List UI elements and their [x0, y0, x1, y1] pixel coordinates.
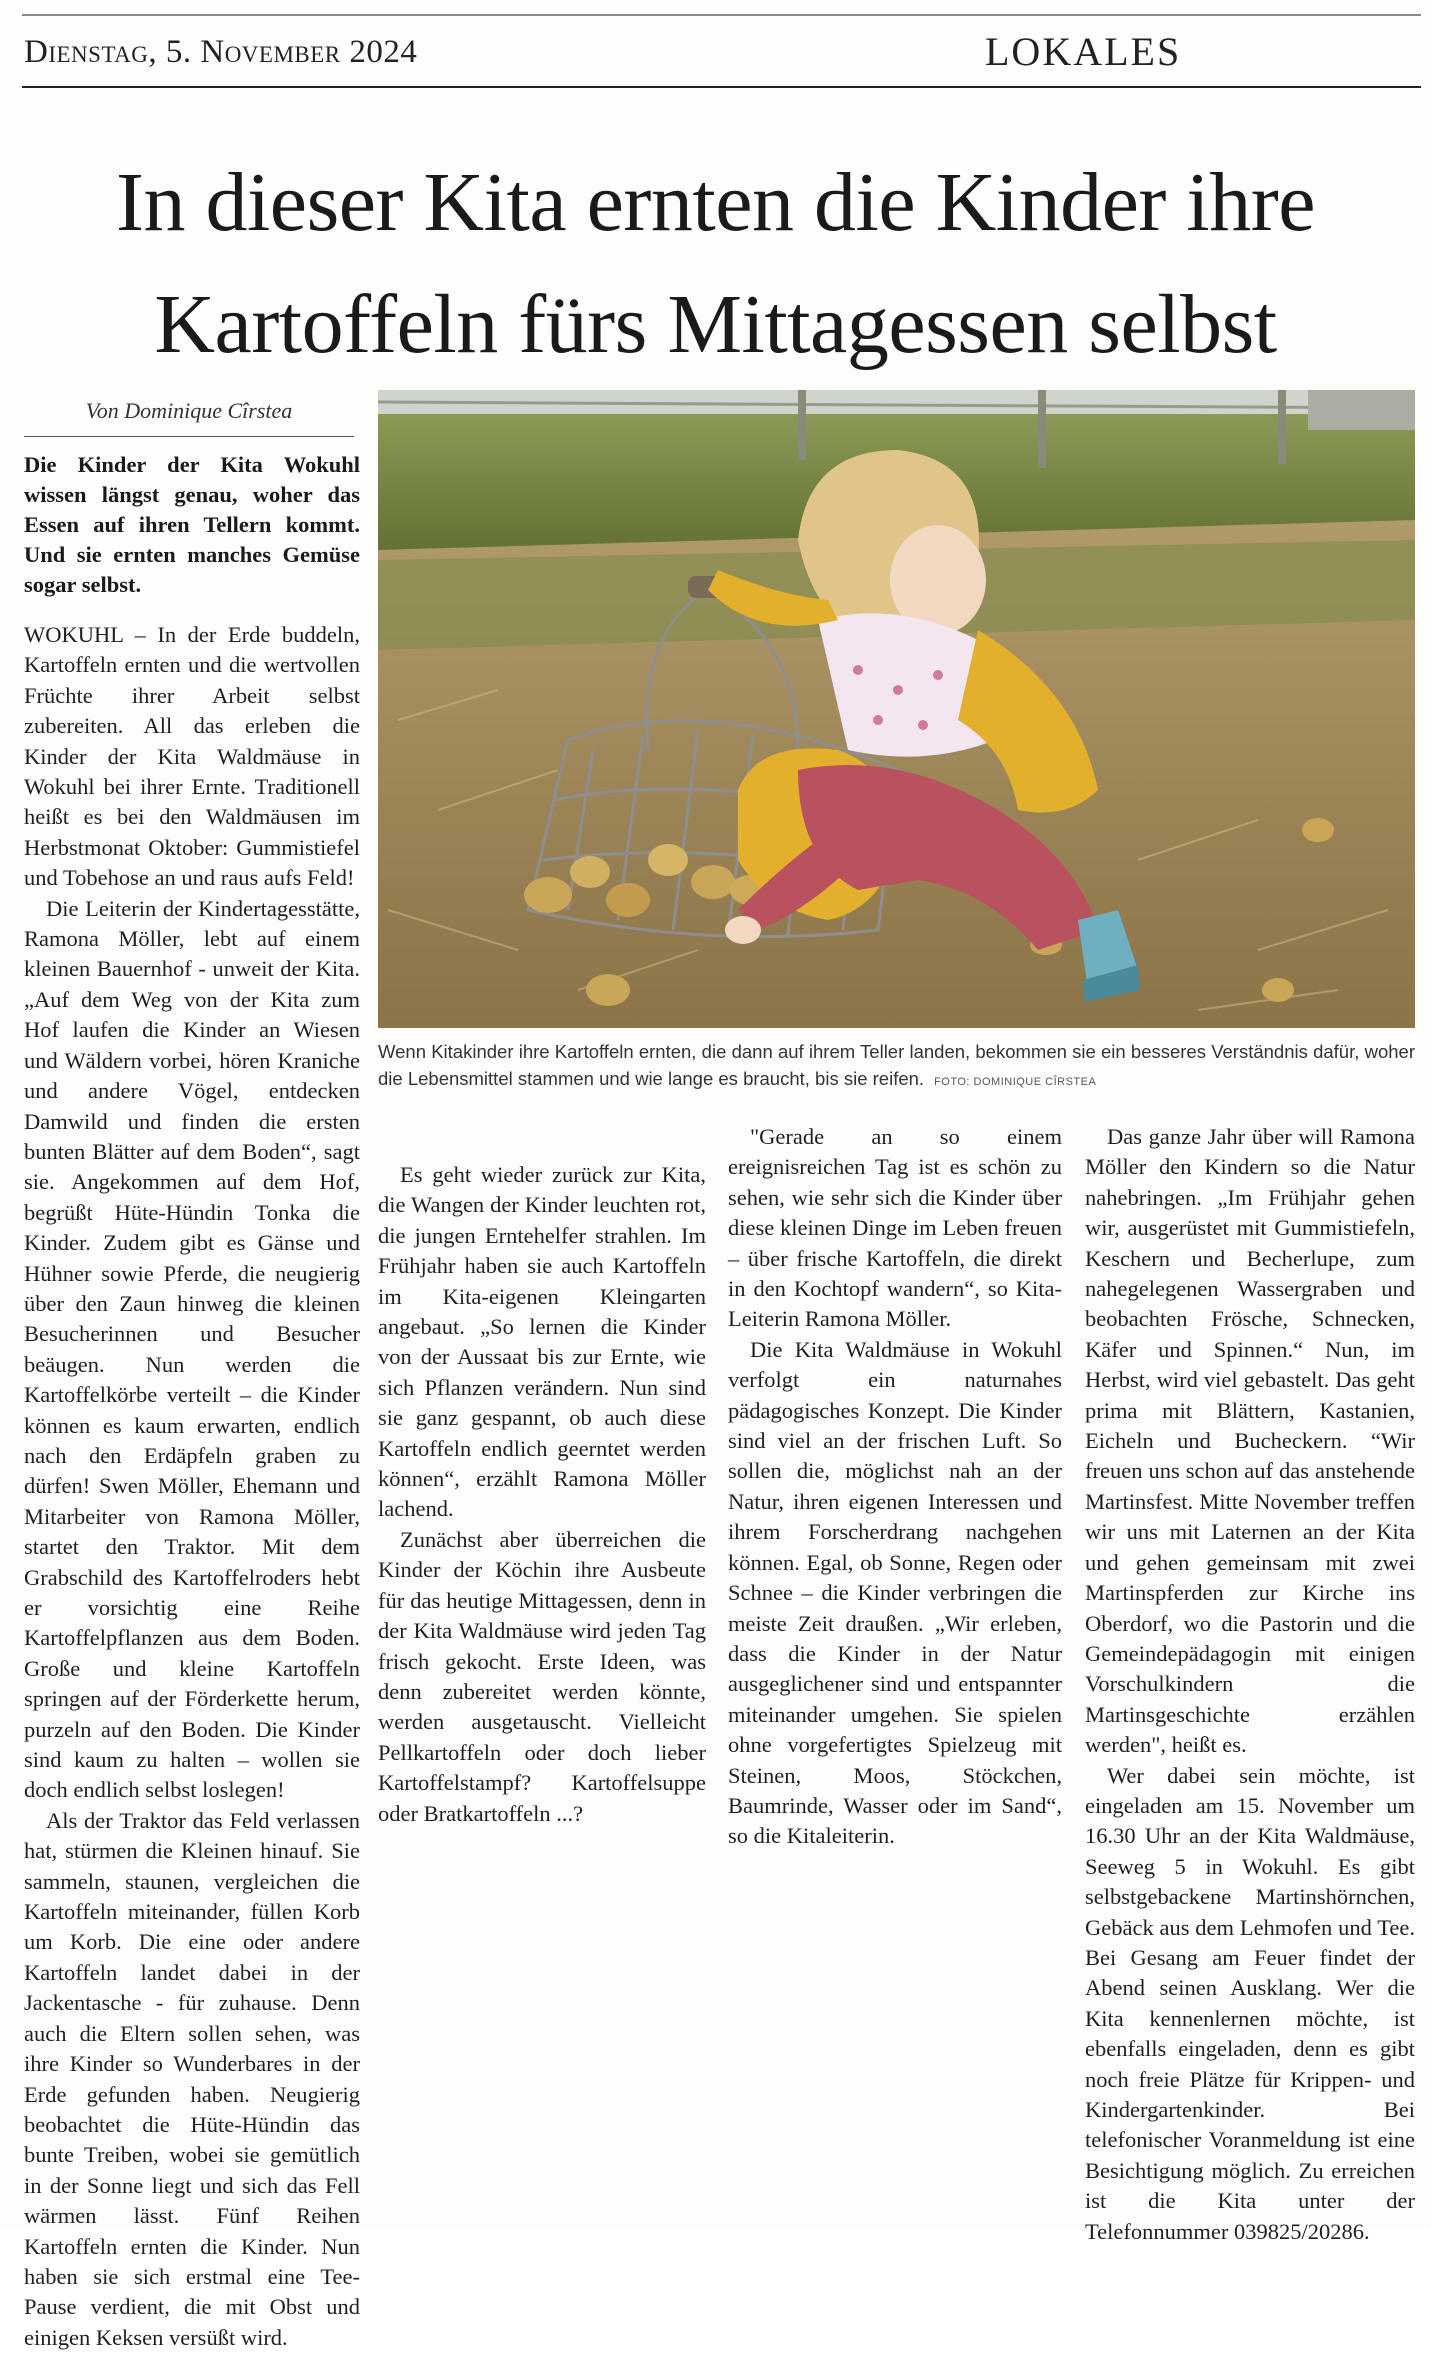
article-column-3	[728, 1122, 1062, 1852]
section-label: LOKALES	[985, 29, 1182, 74]
article-column-1	[24, 620, 360, 2350]
photo-caption-text: Wenn Kitakinder ihre Kartoffeln ernten, die dann auf ihrem Teller landen, bekommen sie ein besseres Verständnis dafür, woher die Lebensmittel stammen und wie lange es braucht, bis sie reifen.	[378, 1041, 1415, 1089]
child-harvesting-potatoes-illustration	[378, 390, 1415, 1028]
paragraph-7: Die Kita Waldmäuse in Wokuhl verfolgt ein naturnahes pädagogisches Konzept. Die Kinder sind viel an der frischen Luft. So sollen die, möglichst nah an der Natur, ihren eigenen Interessen und ihrem Forscherdrang nachgehen können. Egal, ob Sonne, Regen oder Schnee – die Kinder verbringen die meiste Zeit draußen. „Wir erleben, dass die Kinder in der Natur ausgeglichener sind und entspannter miteinander umgehen. Sie spielen ohne vorgefertigtes Spielzeug mit Steinen, Moos, Stöckchen, Baumrinde, Wasser oder im Sand“, so die Kitaleiterin.	[728, 1336, 1062, 1849]
paragraph-2: Die Leiterin der Kindertagesstätte, Ramona Möller, lebt auf einem kleinen Bauernhof - unweit der Kita. „Auf dem Weg von der Kita zum Hof laufen die Kinder an Wiesen und Wäldern vorbei, hören Kraniche und andere Vögel, entdecken Damwild und finden die ersten bunten Blätter auf dem Boden“, sagt sie. Angekommen auf dem Hof, begrüßt Hüte-Hündin Tonka die Kinder. Zudem gibt es Gänse und Hühner sowie Pferde, die neugierig über den Zaun hinweg die kleinen Besucherinnen und Besucher beäugen. Nun werden die Kartoffelkörbe verteilt – die Kinder können es kaum erwarten, endlich nach den Erdäpfeln graben zu dürfen! Swen Möller, Ehemann und Mitarbeiter von Ramona Möller, startet den Traktor. Mit dem Grabschild des Kartoffelroders hebt er vorsichtig eine Reihe Kartoffelpflanzen aus dem Boden. Große und kleine Kartoffeln springen auf der Förderkette herum, purzeln auf den Boden. Die Kinder sind kaum zu halten – wollen sie doch endlich selbst loslegen!	[24, 895, 360, 1803]
paragraph-6: "Gerade an so einem ereignisreichen Tag ist es schön zu sehen, wie sehr sich die Kinder über diese kleinen Dinge im Leben freuen – über frische Kartoffeln, die direkt in den Kochtopf wandern“, so Kita-Leiterin Ramona Möller.	[728, 1124, 1062, 1332]
paragraph-8: Das ganze Jahr über will Ramona Möller den Kindern so die Natur nahebringen. „Im Frühjahr gehen wir, ausgerüstet mit Gummistiefeln, Keschern und Becherlupe, zum nahegelegenen Wassergraben und beobachten Frösche, Schnecken, Käfer und Spinnen.“ Nun, im Herbst, wird viel gebastelt. Das geht prima mit Blättern, Kastanien, Eicheln und Bucheckern. “Wir freuen uns schon auf das anstehende Martinsfest. Mitte November treffen wir uns mit Laternen an der Kita und gehen gemeinsam mit zwei Martinspferden zur Kirche ins Oberdorf, wo die Pastorin und die Gemeindepädagogin mit einigen Vorschulkindern die Martinsgeschichte erzählen werden", heißt es.	[1085, 1124, 1415, 1758]
article-photo	[378, 390, 1415, 1028]
paragraph-5: Zunächst aber überreichen die Kinder der Köchin ihre Ausbeute für das heutige Mittagessen, denn in der Kita Waldmäuse wird jeden Tag frisch gekocht. Erste Ideen, was denn zubereitet werden könnte, werden ausgetauscht. Vielleicht Pellkartoffeln oder doch lieber Kartoffelstampf? Kartoffelsuppe oder Bratkartoffeln ...?	[378, 1526, 706, 1826]
top-rule	[22, 14, 1421, 16]
paragraph-9: Wer dabei sein möchte, ist eingeladen am 15. November um 16.30 Uhr an der Kita Waldmäuse, Seeweg 5 in Wokuhl. Es gibt selbstgebackene Martinshörnchen, Gebäck aus dem Lehmofen und Tee. Bei Gesang am Feuer findet der Abend seinen Ausklang. Wer die Kita kennenlernen möchte, ist ebenfalls eingeladen, denn es gibt noch freie Plätze für Krippen- und Kindergartenkinder. Bei telefonischer Voranmeldung ist eine Besichtigung möglich. Zu erreichen ist die Kita unter der Telefonnummer 039825/20286.	[1085, 1762, 1415, 2244]
headline-line-2: Kartoffeln fürs Mittagessen selbst	[154, 278, 1277, 371]
article-column-2	[378, 1160, 706, 1829]
lead-paragraph: Die Kinder der Kita Wokuhl wissen längst genau, woher das Essen auf ihren Tellern kommt. Und sie ernten manches Gemüse sogar selbst.	[24, 452, 360, 597]
article-column-4	[1085, 1122, 1415, 2247]
issue-date: Dienstag, 5. November 2024	[24, 34, 418, 70]
header-rule	[22, 86, 1421, 88]
paragraph-4: Es geht wieder zurück zur Kita, die Wangen der Kinder leuchten rot, die jungen Erntehelfer strahlen. Im Frühjahr haben sie auch Kartoffeln im Kita-eigenen Kleingarten angebaut. „So lernen die Kinder von der Aussaat bis zur Ernte, wie sich Pflanzen verändern. Nun sind sie ganz gespannt, ob auch diese Kartoffeln endlich geerntet werden können“, erzählt Ramona Möller lachend.	[378, 1162, 706, 1522]
headline-line-1: In dieser Kita ernten die Kinder ihre	[115, 156, 1315, 249]
photo-credit: FOTO: DOMINIQUE CÎRSTEA	[934, 1076, 1097, 1088]
paragraph-3: Als der Traktor das Feld verlassen hat, stürmen die Kleinen hinauf. Sie sammeln, staunen, vergleichen die Kartoffeln miteinander, füllen Korb um Korb. Die eine oder andere Kartoffeln landet dabei in der Jackentasche - für zuhause. Denn auch die Eltern sollen sehen, was ihre Kinder so Wunderbares in der Erde gefunden haben. Neugierig beobachtet die Hüte-Hündin das bunte Treiben, wobei sie gemütlich in der Sonne liegt und sich das Fell wärmen lässt. Fünf Reihen Kartoffeln ernten die Kinder. Nun haben sie sich erstmal eine Tee-Pause verdient, die mit Obst und einigen Keksen versüßt wird.	[24, 1807, 360, 2350]
paragraph-1: WOKUHL – In der Erde buddeln, Kartoffeln ernten und die wertvollen Früchte ihrer Arbeit selbst zubereiten. All das erleben die Kinder der Kita Waldmäuse in Wokuhl bei ihrer Ernte. Traditionell heißt es bei den Waldmäusen im Herbstmonat Oktober: Gummistiefel und Tobehose an und raus aufs Feld!	[24, 622, 360, 891]
headline	[0, 142, 1431, 386]
byline: Von Dominique Cîrstea	[24, 398, 354, 437]
photo-caption	[378, 1038, 1415, 1096]
